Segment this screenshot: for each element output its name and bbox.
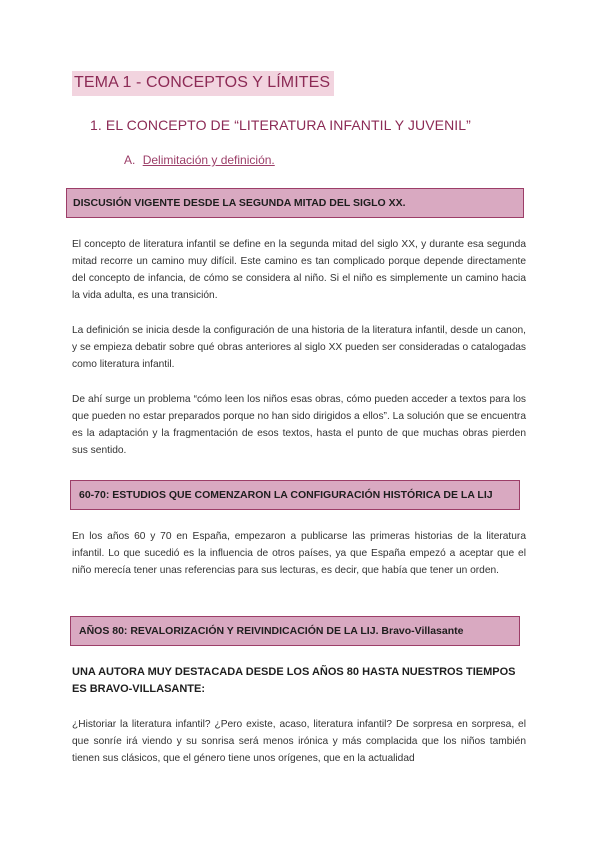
paragraph-quote: ¿Historiar la literatura infantil? ¿Pero existe, acaso, literatura infantil? De sorpresa en sorpresa, el que sonríe irá viendo y su sonrisa será menos irónica y más complacida que los niños también tienen sus clásicos, que el género tiene unos orígenes, que en la actualidad [72,719,526,764]
tema-title-wrap [72,71,334,96]
highlight-box-3-text: AÑOS 80: REVALORIZACIÓN Y REIVINDICACIÓN DE LA LIJ. Bravo-Villasante [79,625,464,637]
section-title: EL CONCEPTO DE “LITERATURA INFANTIL Y JUVENIL” [105,117,471,133]
highlight-box-1-text: DISCUSIÓN VIGENTE DESDE LA SEGUNDA MITAD DEL SIGLO XX. [73,197,406,209]
section-number: 1. [90,117,102,133]
paragraph-2: La definición se inicia desde la configuración de una historia de la literatura infantil, desde un canon, y se empieza debatir sobre qué obras anteriores al siglo XX pueden ser consideradas o catalogadas como literatura infantil. [72,325,526,370]
author-heading: UNA AUTORA MUY DESTACADA DESDE LOS AÑOS 80 HASTA NUESTROS TIEMPOS ES BRAVO-VILLASANTE: [72,666,516,695]
paragraph-1: El concepto de literatura infantil se define en la segunda mitad del siglo XX, y durante esa segunda mitad recorre un camino muy difícil. Este camino es tan complicado porque depende directamente del concepto de infancia, de cómo se considera al niño. Si el niño es simplemente un camino hacia la vida adulta, es una transición. [72,239,526,301]
paragraph-4: En los años 60 y 70 en España, empezaron a publicarse las primeras historias de la literatura infantil. Lo que sucedió es la influencia de otros países, ya que España empezó a aceptar que el niño merecía tener unas referencias para sus lecturas, es decir, que había que tener un orden. [72,531,526,576]
highlight-box-2-text: 60-70: ESTUDIOS QUE COMENZARON LA CONFIGURACIÓN HISTÓRICA DE LA LIJ [79,489,493,501]
tema-title: TEMA 1 - CONCEPTOS Y LÍMITES [72,71,334,96]
section-heading [90,117,471,133]
highlight-box-1 [66,188,524,218]
paragraph-3: De ahí surge un problema “cómo leen los niños esas obras, cómo pueden acceder a textos para los que pueden no estar preparados porque no han sido dirigidos a ellos”. La solución que se encuentra es la adaptación y la fragmentación de esos textos, hasta el punto de que muchas obras pierden sus sentido. [72,394,526,456]
subsection-title: Delimitación y definición. [142,153,275,167]
subsection-heading [124,153,275,167]
highlight-box-2 [70,480,520,510]
subsection-letter: A. [124,153,136,167]
highlight-box-3 [70,616,520,646]
